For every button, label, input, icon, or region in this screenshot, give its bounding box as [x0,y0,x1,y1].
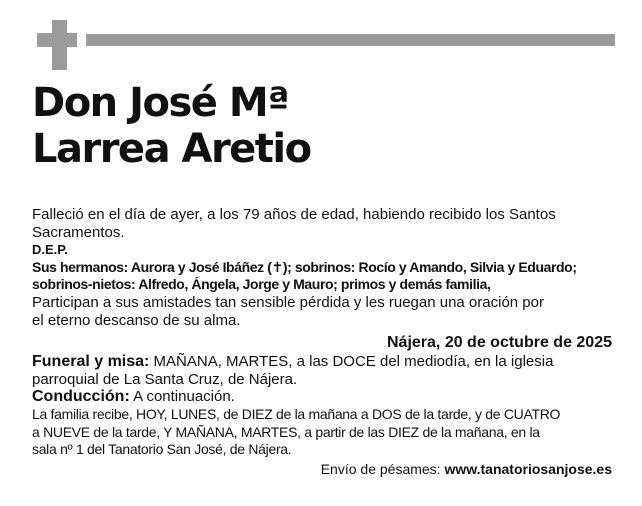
visitation-line2: a NUEVE de la tarde, Y MAÑANA, MARTES, a partir de las DIEZ de la mañana, en la [32,423,540,440]
intro-line2: Sacramentos. [32,223,125,241]
funeral-label: Funeral y misa: [32,353,150,371]
visitation-line3: sala nº 1 del Tanatorio San José, de Nájera. [32,441,292,458]
deceased-name-line2: Larrea Aretio [32,126,311,172]
condolences-website-link[interactable]: www.tanatoriosanjose.es [444,460,612,477]
condolences-label: Envío de pésames: [320,460,445,477]
deceased-name [32,80,612,172]
family-line2: sobrinos-nietos: Alfredo, Ángela, Jorge y Mauro; primos y demás familia, [32,276,491,293]
visitation-line1: La familia recibe, HOY, LUNES, de DIEZ de la mañana a DOS de la tarde, y de CUATRO [32,405,561,422]
conduction-label: Conducción: [32,388,130,406]
funeral-line1 [32,353,612,371]
intro-line1: Falleció en el día de ayer, a los 79 años de edad, habiendo recibido los Santos [32,206,556,223]
header-rule [86,34,615,46]
condolences-line [32,461,612,479]
request-line1: Participan a sus amistades tan sensible pérdida y les ruegan una oración por [32,293,544,311]
conduction-line [32,388,612,406]
place-date: Nájera, 20 de octubre de 2025 [387,334,612,352]
obituary-body [32,206,612,478]
family-line1: Sus hermanos: Aurora y José Ibáñez (✝); sobrinos: Rocío y Amando, Silvia y Eduardo; [32,258,577,275]
funeral-line2: parroquial de La Santa Cruz, de Nájera. [32,370,298,388]
request-line2: el eterno descanso de su alma. [32,311,241,329]
conduction-text: A continuación. [129,388,235,406]
rip-label: D.E.P. [32,242,68,258]
deceased-name-line1: Don José Mª [32,80,289,126]
funeral-text: MAÑANA, MARTES, a las DOCE del mediodía, en la iglesia [149,353,554,371]
cross-icon-bar [37,33,77,47]
